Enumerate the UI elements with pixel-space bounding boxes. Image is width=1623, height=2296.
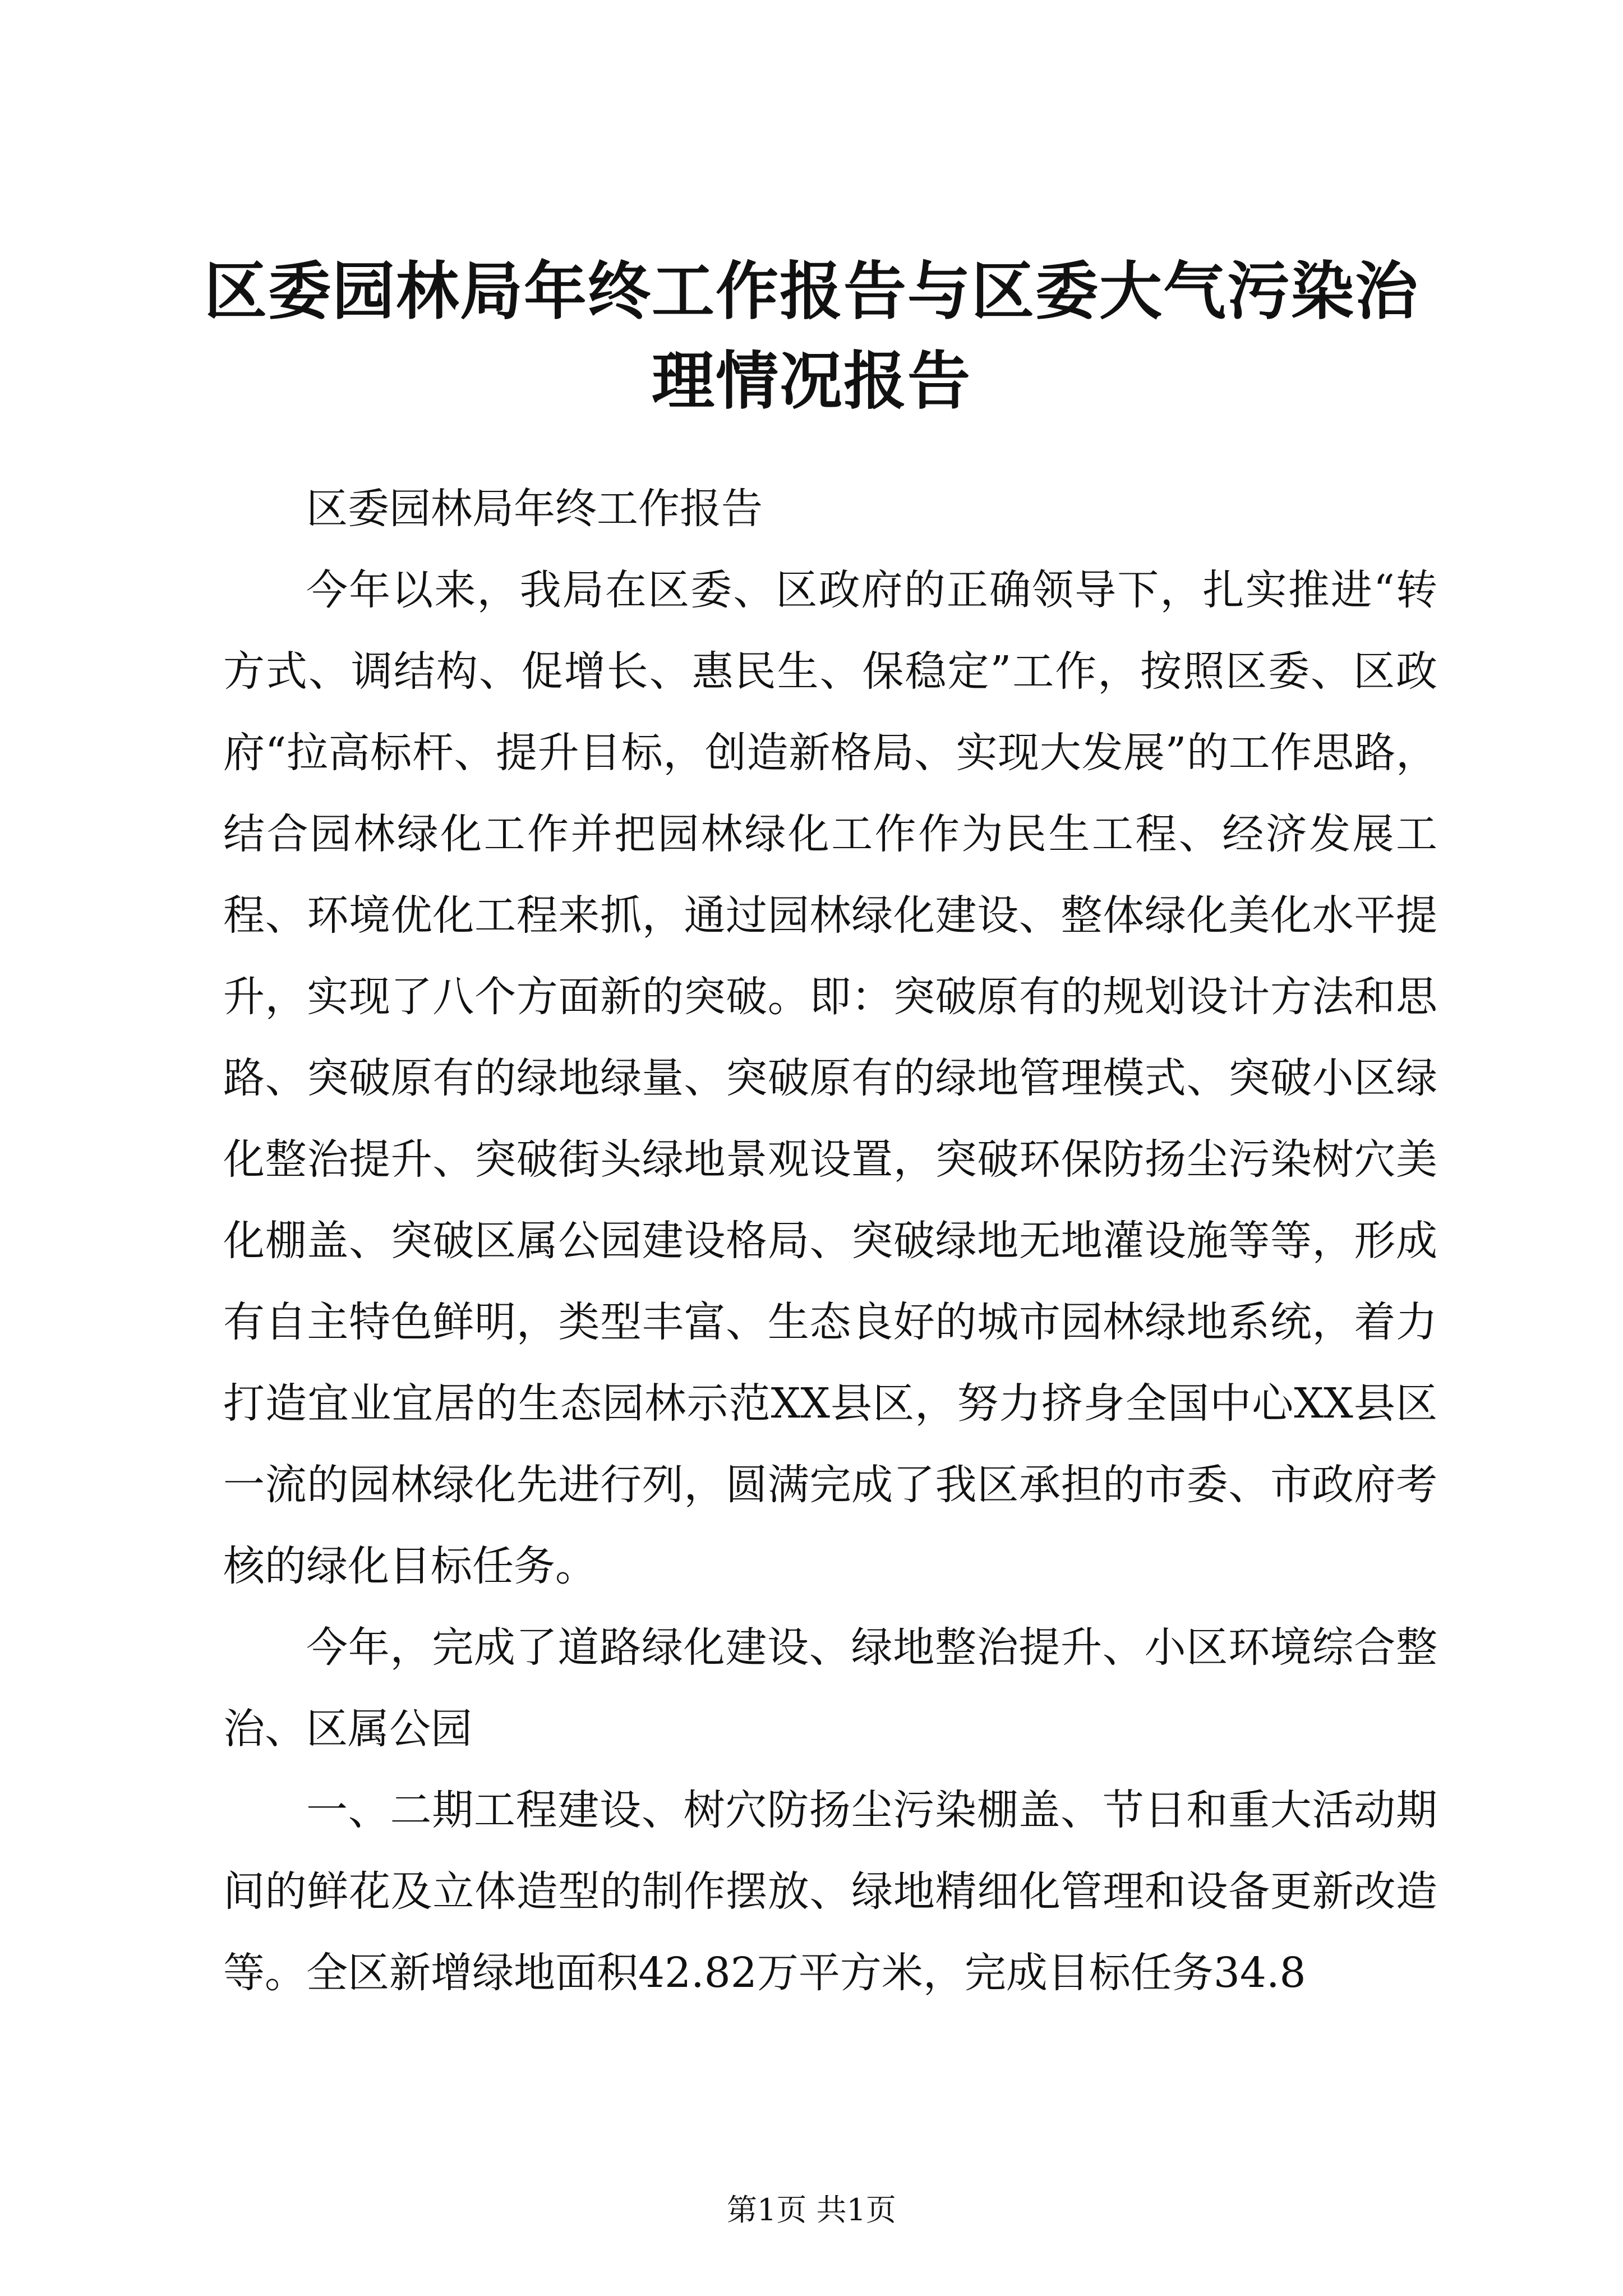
body-paragraph: 今年，完成了道路绿化建设、绿地整治提升、小区环境综合整治、区属公园 xyxy=(223,1623,1437,1753)
section-heading: 区委园林局年终工作报告 xyxy=(306,485,763,533)
page-footer: 第1页 共1页 xyxy=(727,2192,896,2228)
body-paragraph: 今年以来，我局在区委、区政府的正确领导下，扎实推进“转方式、调结构、促增长、惠民生、保稳定”工作，按照区委、区政府“拉高标杆、提升目标，创造新格局、实现大发展”的工作思路，结合园林绿化工作并把园林绿化工作作为民生工程、经济发展工程、环境优化工程来抓，通过园林绿化建设、整体绿化美化水平提升，实现了八个方面新的突破。即：突破原有的规划设计方法和思路、突破原有的绿地绿量、突破原有的绿地管理模式、突破小区绿化整治提升、突破街头绿地景观设置，突破环保防扬尘污染树穴美化棚盖、突破区属公园建设格局、突破绿地无地灌设施等等，形成有自主特色鲜明，类型丰富、生态良好的城市园林绿地系统，着力打造宜业宜居的生态园林示范XX县区，努力挤身全国中心XX县区一流的园林绿化先进行列，圆满完成了我区承担的市委、市政府考核的绿化目标任务。 xyxy=(223,566,1437,1590)
document-title: 区委园林局年终工作报告与区委大气污染治理情况报告 xyxy=(204,255,1419,418)
body-paragraph: 一、二期工程建设、树穴防扬尘污染棚盖、节日和重大活动期间的鲜花及立体造型的制作摆放、绿地精细化管理和设备更新改造等。全区新增绿地面积42.82万平方米，完成目标任务34.8 xyxy=(223,1786,1437,1997)
document-body xyxy=(223,468,1437,2014)
